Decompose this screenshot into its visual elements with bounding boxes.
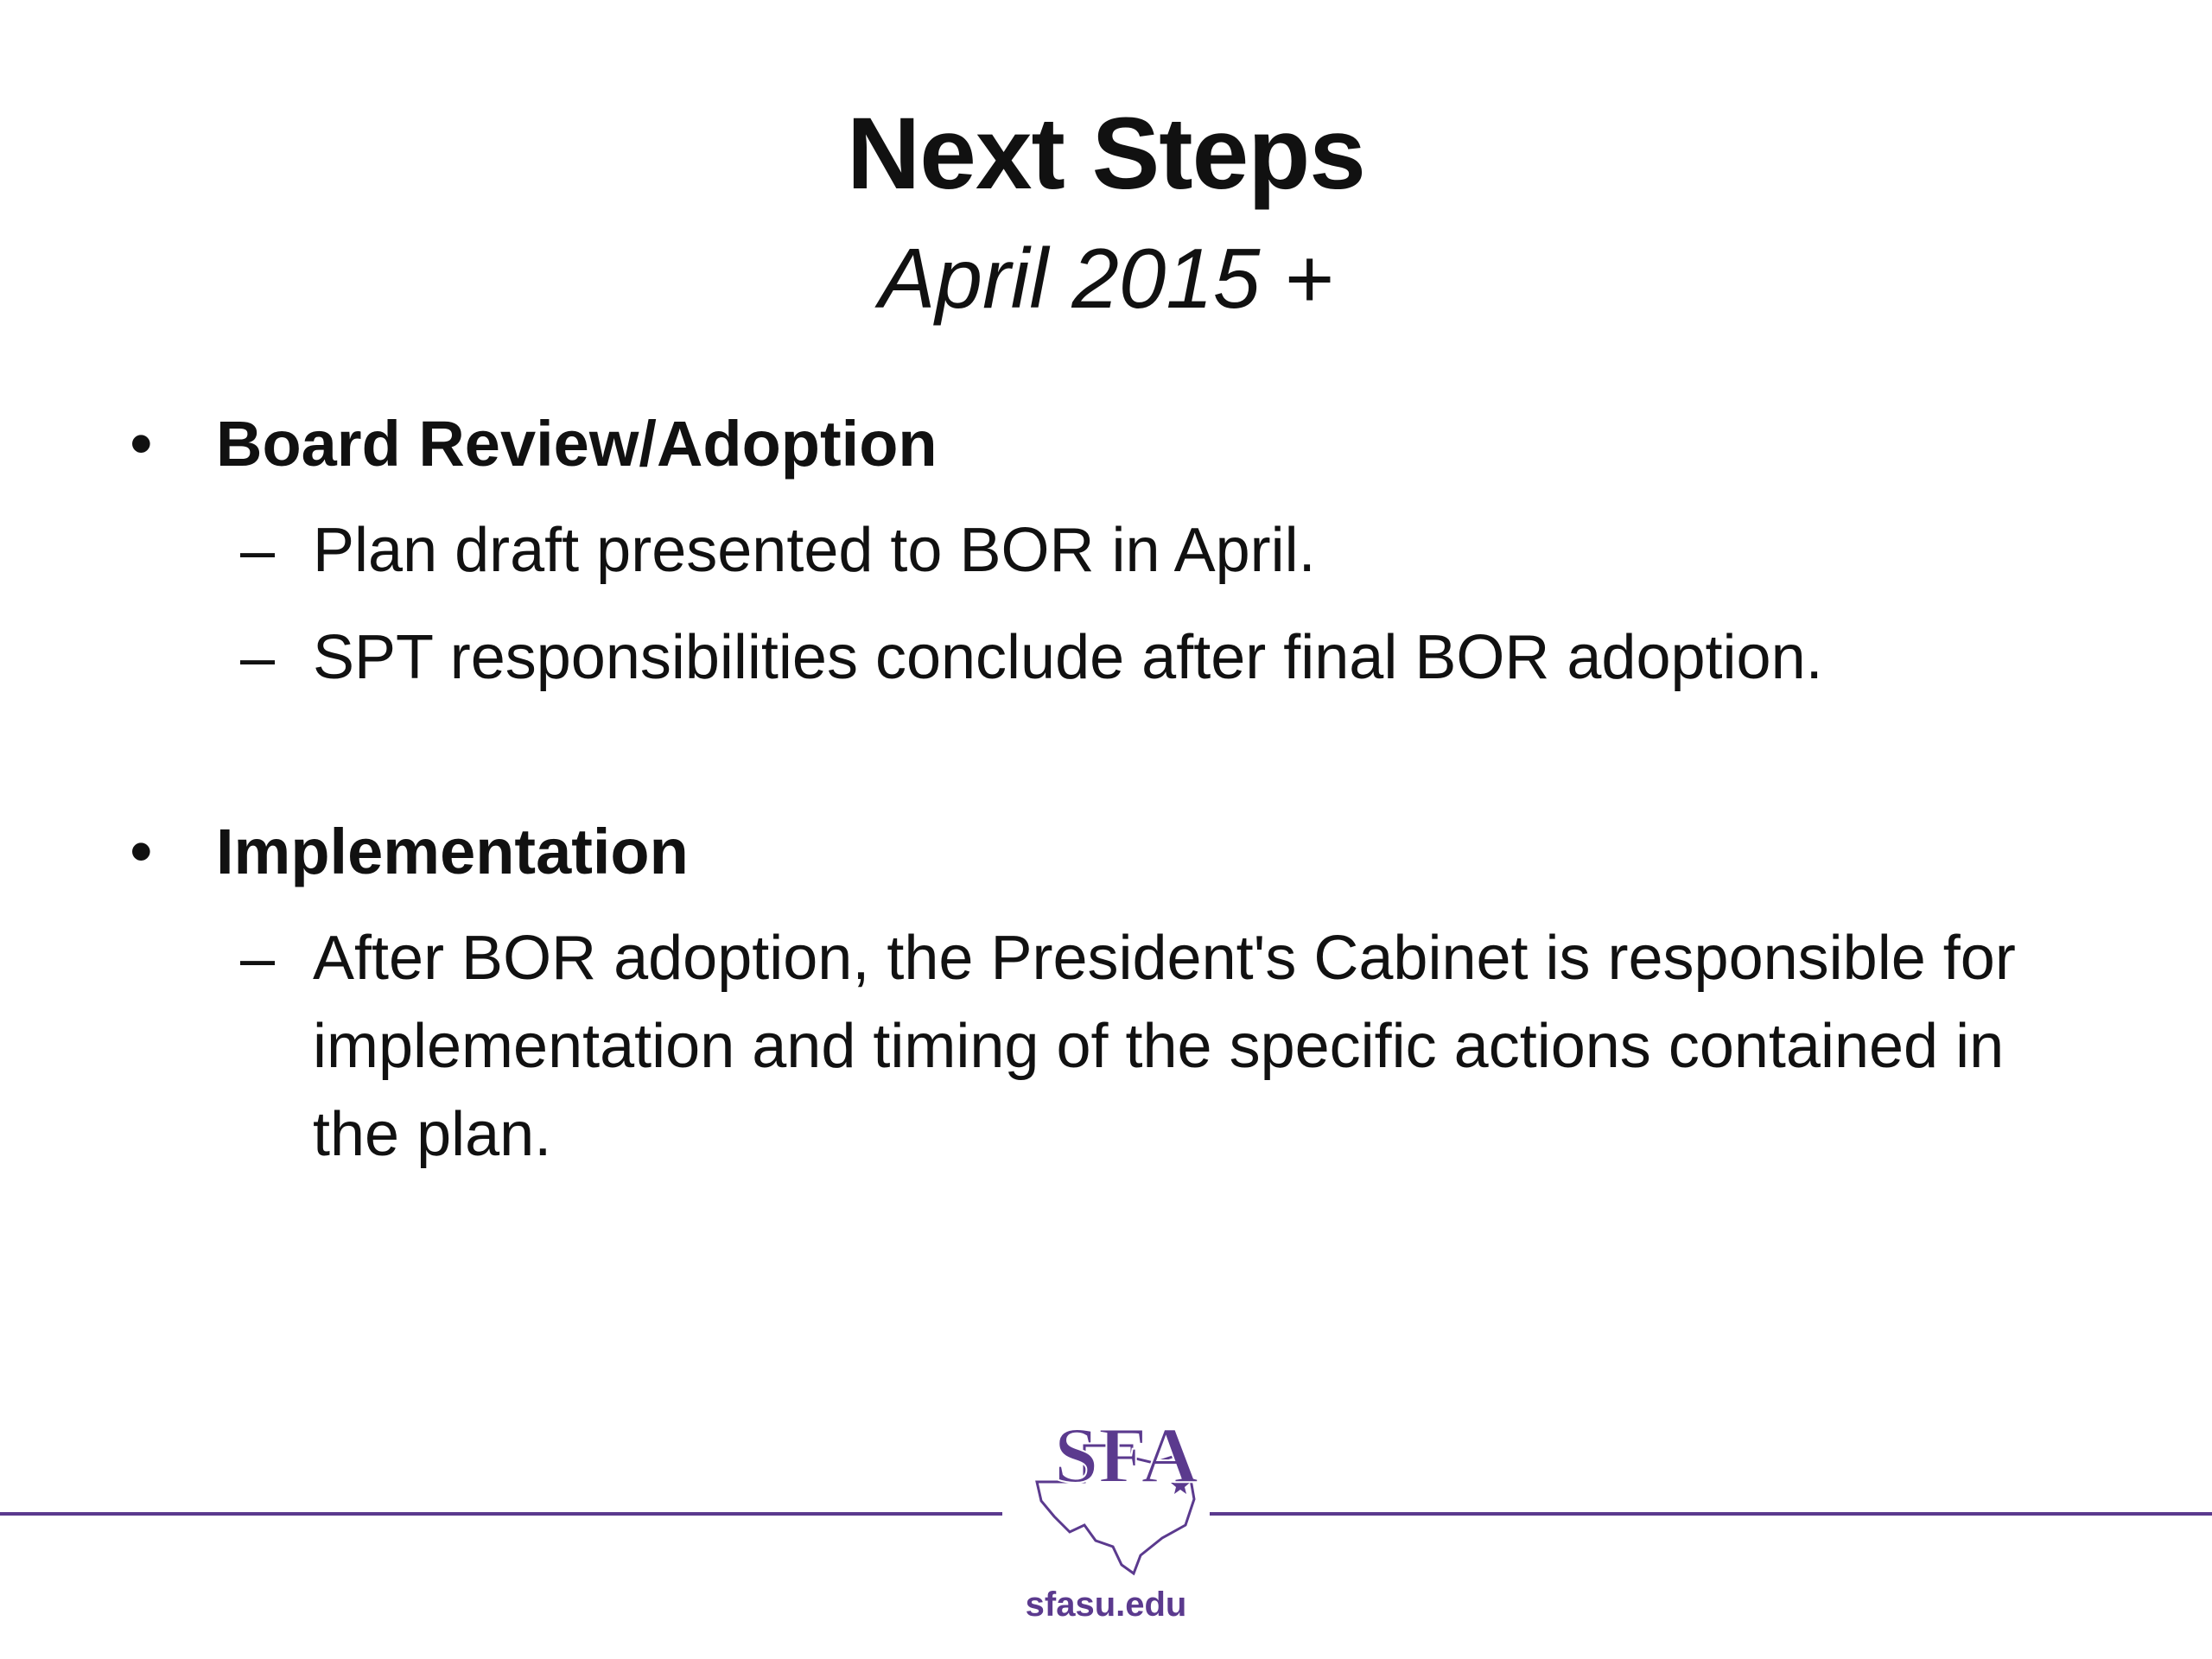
section-heading-implementation: Implementation bbox=[216, 816, 689, 887]
slide-subtitle: April 2015 + bbox=[879, 231, 1333, 326]
slide-title: Next Steps bbox=[847, 97, 1365, 211]
dash-marker: – bbox=[240, 623, 276, 692]
logo-letter: SFA bbox=[1054, 1411, 1198, 1499]
bullet-marker: • bbox=[130, 815, 153, 888]
dash-marker: – bbox=[240, 516, 276, 585]
bullet-marker: • bbox=[130, 407, 153, 480]
section-heading-board-review: Board Review/Adoption bbox=[216, 408, 938, 480]
list-item: Plan draft presented to BOR in April. bbox=[313, 516, 1316, 585]
list-item: After BOR adoption, the President's Cabinet is responsible for implementation and timing of the specific actions contained in the plan. bbox=[313, 924, 2016, 1169]
footer-url: sfasu.edu bbox=[1025, 1586, 1187, 1624]
list-item: SPT responsibilities conclude after final BOR adoption. bbox=[313, 623, 1823, 692]
sfa-texas-logo-icon bbox=[1002, 1395, 1210, 1577]
dash-marker: – bbox=[240, 924, 276, 993]
